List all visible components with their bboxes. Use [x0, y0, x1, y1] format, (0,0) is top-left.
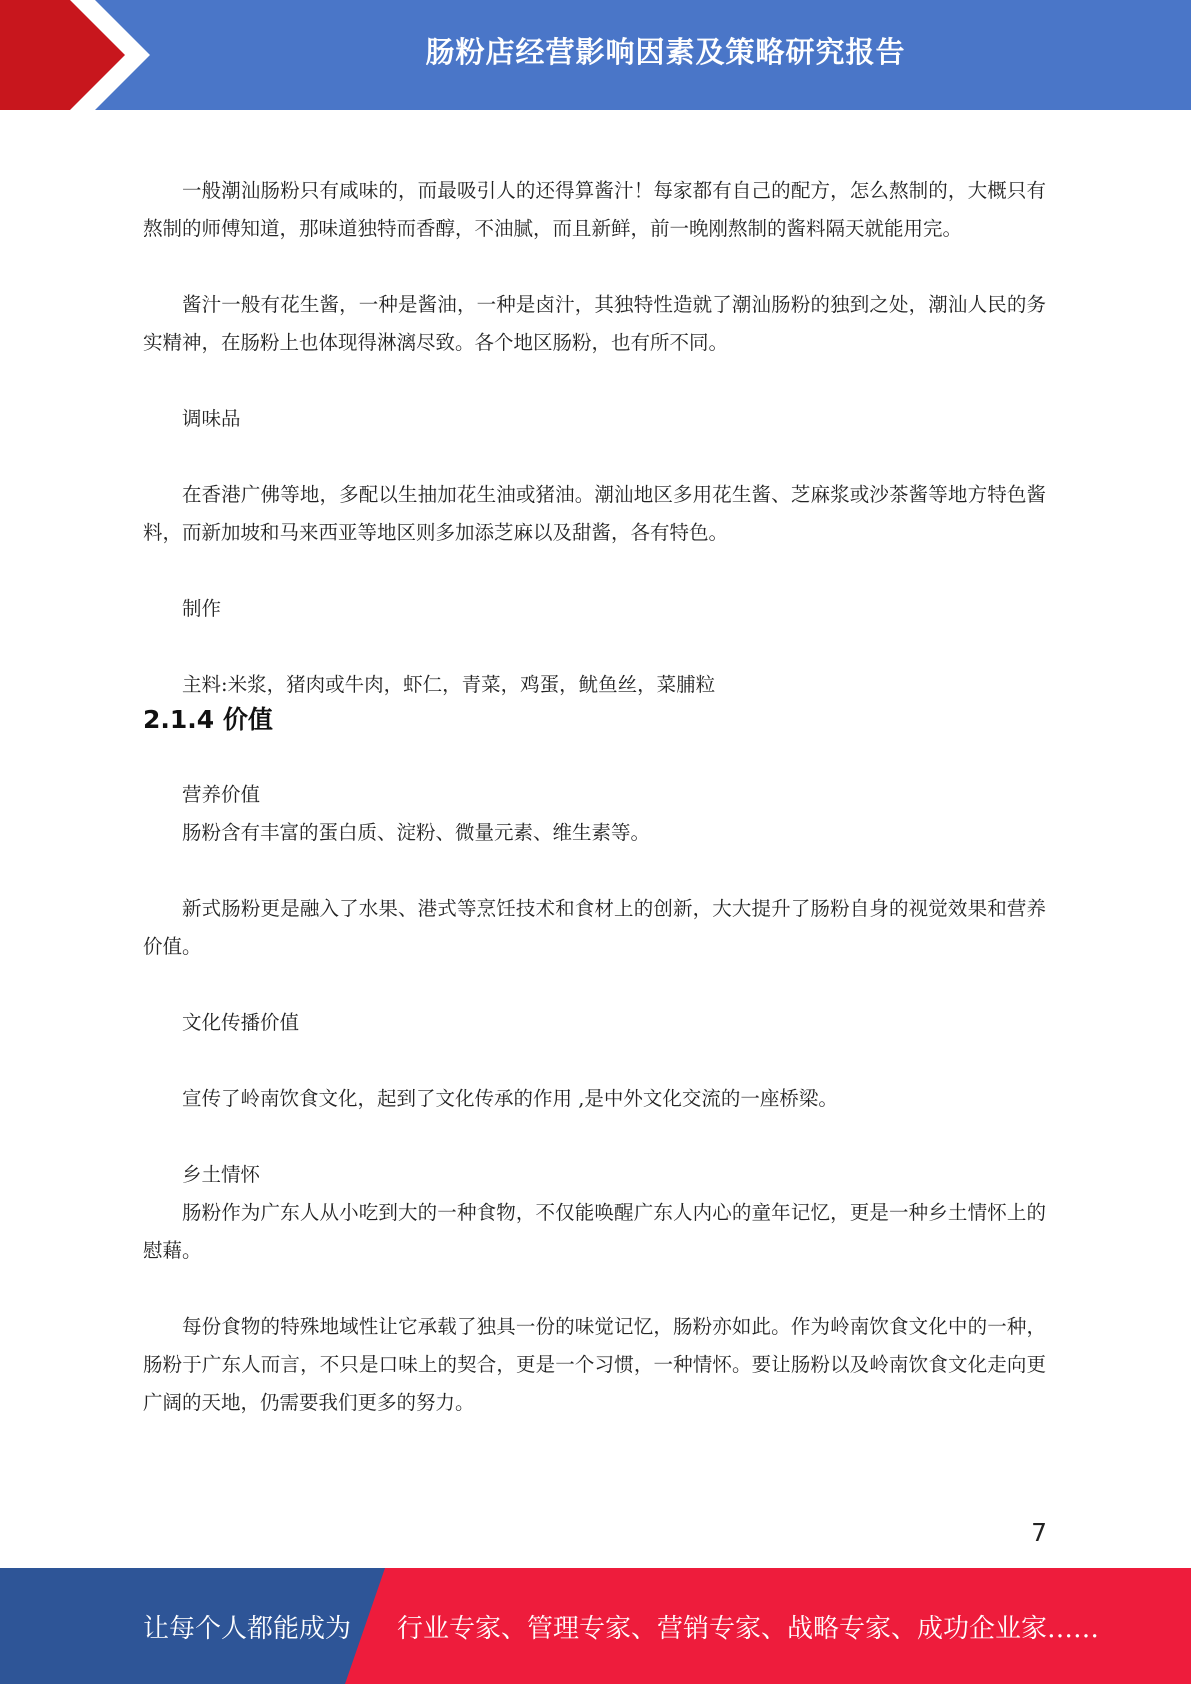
- page-footer: [0, 1568, 1191, 1684]
- footer-slogan-left: 让每个人都能成为: [143, 1613, 352, 1644]
- paragraph-hometown: 肠粉作为广东人从小吃到大的一种食物，不仅能唤醒广东人内心的童年记忆，更是一种乡土情怀上的慰藉。: [143, 1201, 1046, 1262]
- header-title: 肠粉店经营影响因素及策略研究报告: [425, 34, 906, 69]
- paragraph-ingredients: 主料:米浆，猪肉或牛肉，虾仁，青菜，鸡蛋，鱿鱼丝，菜脯粒: [182, 673, 716, 696]
- document-body: [143, 172, 1046, 1422]
- subheading-nutrition: 营养价值: [182, 783, 261, 806]
- section-heading-value: 2.1.4 价值: [143, 705, 273, 734]
- paragraph-sauce-types: 酱汁一般有花生酱，一种是酱油，一种是卤汁，其独特性造就了潮汕肠粉的独到之处，潮汕人民的务实精神，在肠粉上也体现得淋漓尽致。各个地区肠粉，也有所不同。: [143, 293, 1046, 354]
- paragraph-culture: 宣传了岭南饮食文化，起到了文化传承的作用 ,是中外文化交流的一座桥梁。: [182, 1087, 838, 1110]
- paragraph-conclusion: 每份食物的特殊地域性让它承载了独具一份的味觉记忆，肠粉亦如此。作为岭南饮食文化中的一种，肠粉于广东人而言，不只是口味上的契合，更是一个习惯，一种情怀。要让肠粉以及岭南饮食文化走向更广阔的天地，仍需要我们更多的努力。: [143, 1315, 1046, 1414]
- paragraph-sauce-intro: 一般潮汕肠粉只有咸味的，而最吸引人的还得算酱汁！每家都有自己的配方，怎么熬制的，大概只有熬制的师傅知道，那味道独特而香醇，不油腻，而且新鲜，前一晚刚熬制的酱料隔天就能用完。: [143, 179, 1046, 240]
- subheading-seasoning: 调味品: [182, 407, 241, 430]
- subheading-production: 制作: [182, 597, 222, 620]
- header-arrow-decoration: [0, 0, 160, 110]
- subheading-hometown: 乡土情怀: [182, 1163, 261, 1186]
- paragraph-seasoning: 在香港广佛等地，多配以生抽加花生油或猪油。潮汕地区多用花生酱、芝麻浆或沙茶酱等地方特色酱料，而新加坡和马来西亚等地区则多加添芝麻以及甜酱，各有特色。: [143, 483, 1046, 544]
- subheading-culture: 文化传播价值: [182, 1011, 300, 1034]
- footer-slogan-right: 行业专家、管理专家、营销专家、战略专家、成功企业家……: [397, 1613, 1100, 1644]
- paragraph-innovation: 新式肠粉更是融入了水果、港式等烹饪技术和食材上的创新，大大提升了肠粉自身的视觉效果和营养价值。: [143, 897, 1046, 958]
- page-header: [0, 0, 1191, 110]
- page-number: 7: [1031, 1518, 1047, 1547]
- paragraph-nutrition: 肠粉含有丰富的蛋白质、淀粉、微量元素、维生素等。: [182, 821, 651, 844]
